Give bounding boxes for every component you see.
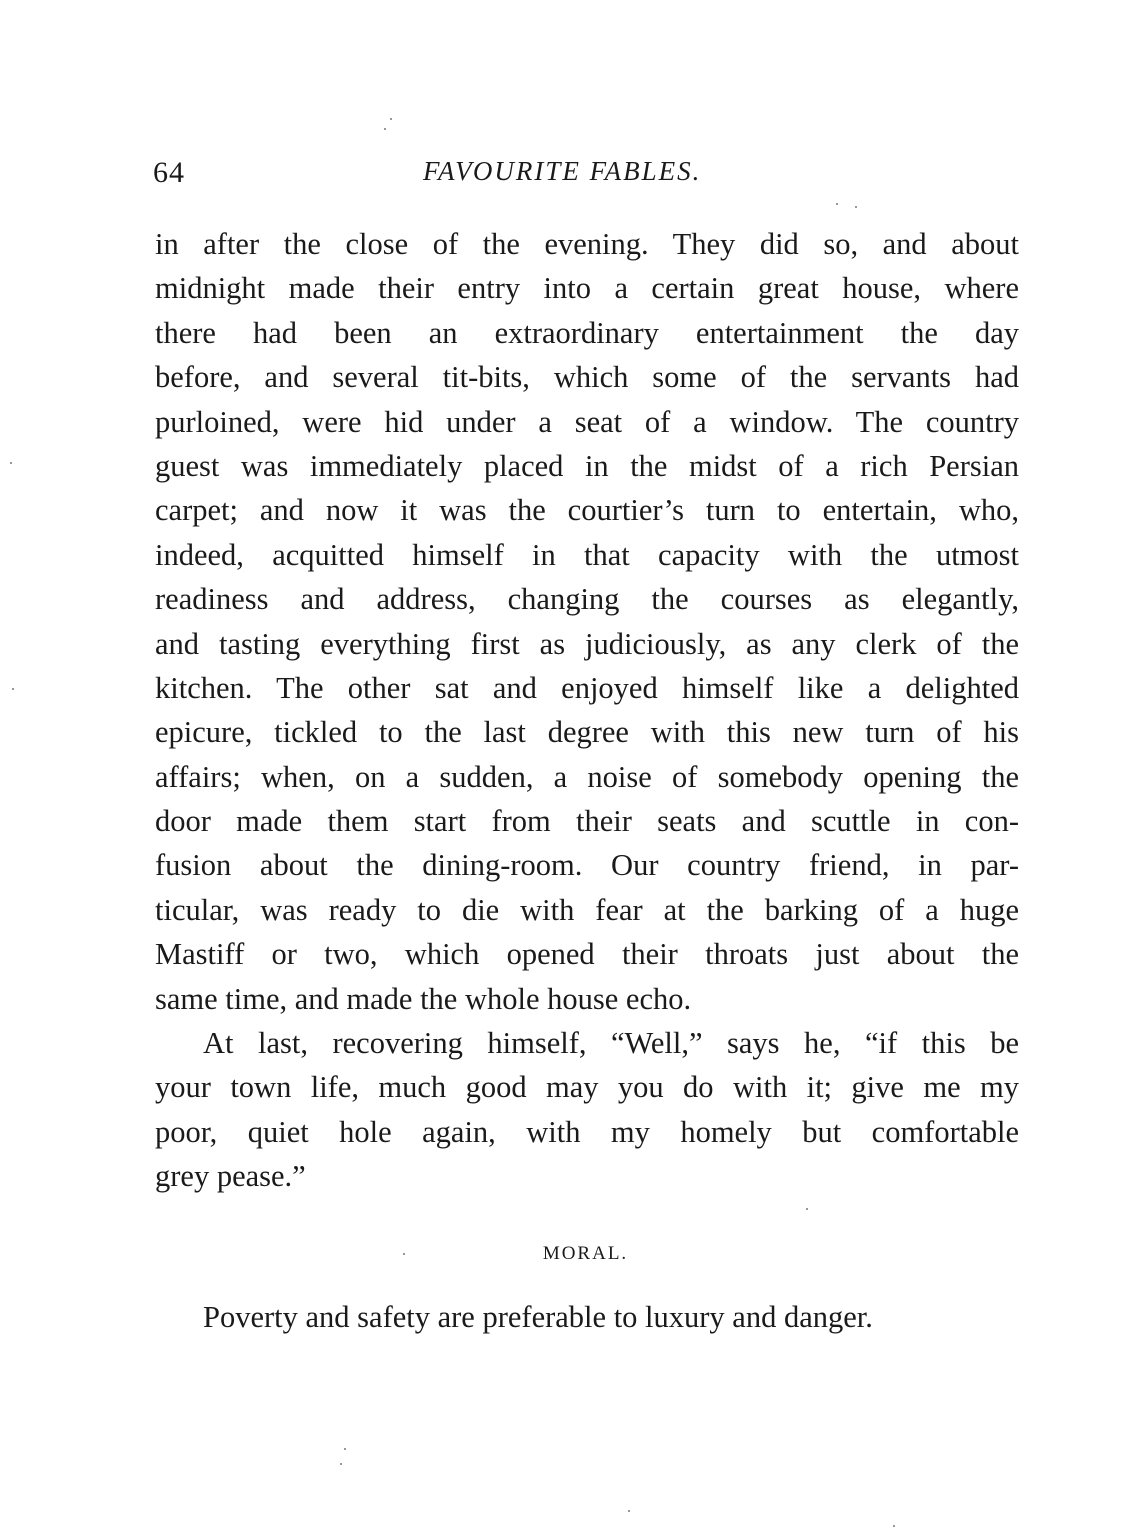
text-line: epicure, tickled to the last degree with this new turn of his xyxy=(155,715,1019,750)
scan-speck xyxy=(384,128,386,130)
paragraph-2 xyxy=(155,1021,1019,1199)
scan-speck xyxy=(12,688,14,690)
text-line: indeed, acquitted himself in that capacity with the utmost xyxy=(155,537,1019,572)
text-line: carpet; and now it was the courtier’s turn to entertain, who, xyxy=(155,493,1019,528)
text-line: there had been an extraordinary entertainment the day xyxy=(155,315,1019,350)
text-line: same time, and made the whole house echo. xyxy=(155,981,692,1016)
moral-text: Poverty and safety are preferable to luxury and danger. xyxy=(203,1300,873,1334)
page-number: 64 xyxy=(153,156,185,189)
text-line: in after the close of the evening. They did so, and about xyxy=(155,227,1019,261)
scan-speck xyxy=(403,1253,405,1255)
paragraph-1 xyxy=(155,222,1019,1021)
text-line: door made them start from their seats and scuttle in con- xyxy=(155,804,1019,839)
text-line: affairs; when, on a sudden, a noise of somebody opening the xyxy=(155,759,1019,794)
scan-speck xyxy=(390,118,392,120)
text-line: your town life, much good may you do with it; give me my xyxy=(155,1070,1019,1105)
text-line: midnight made their entry into a certain great house, where xyxy=(155,271,1019,306)
text-line: ticular, was ready to die with fear at the barking of a huge xyxy=(155,892,1019,927)
text-line: At last, recovering himself, “Well,” says he, “if this be xyxy=(203,1026,1019,1061)
scan-speck xyxy=(893,1525,895,1527)
text-line: purloined, were hid under a seat of a window. The country xyxy=(155,404,1019,439)
text-line: and tasting everything first as judiciously, as any clerk of the xyxy=(155,626,1019,661)
body-text xyxy=(155,222,1019,1199)
text-line: guest was immediately placed in the midst of a rich Persian xyxy=(155,448,1019,483)
text-line: before, and several tit-bits, which some of the servants had xyxy=(155,360,1019,395)
text-line: readiness and address, changing the courses as elegantly, xyxy=(155,582,1019,617)
scan-speck xyxy=(10,462,12,464)
moral-heading: MORAL. xyxy=(542,1243,629,1264)
page-header xyxy=(153,156,1021,196)
text-line: fusion about the dining-room. Our country friend, in par- xyxy=(155,848,1019,883)
scan-speck xyxy=(836,203,838,205)
scan-speck xyxy=(628,1510,630,1512)
scan-speck xyxy=(340,1463,342,1465)
scan-speck xyxy=(344,1448,346,1450)
text-line: Mastiff or two, which opened their throats just about the xyxy=(155,937,1019,972)
scan-speck xyxy=(855,206,857,208)
text-line: grey pease.” xyxy=(155,1159,306,1194)
text-line: kitchen. The other sat and enjoyed himself like a delighted xyxy=(155,670,1019,705)
text-line: poor, quiet hole again, with my homely but comfortable xyxy=(155,1114,1019,1149)
scan-speck xyxy=(806,1208,808,1210)
running-title: FAVOURITE FABLES. xyxy=(423,156,702,186)
